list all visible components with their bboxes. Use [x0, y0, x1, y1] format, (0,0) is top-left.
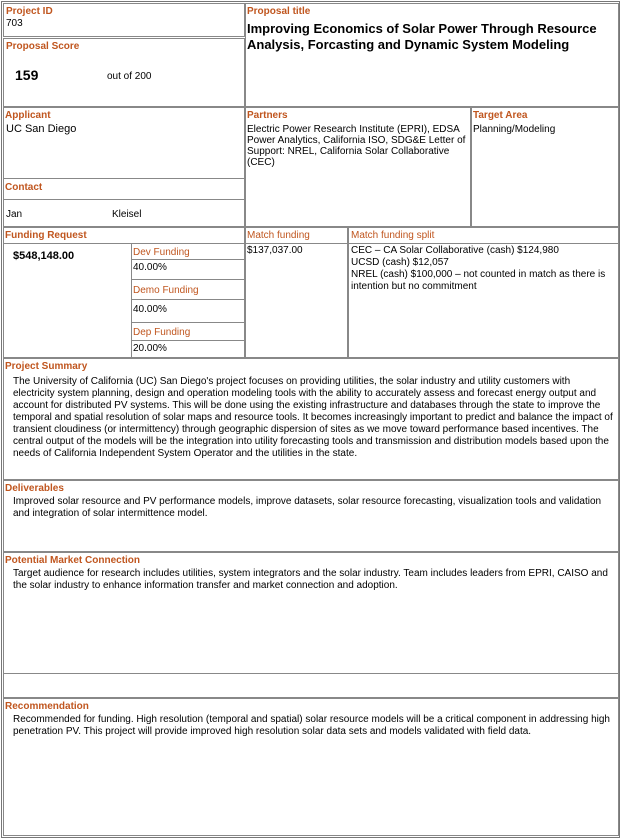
applicant-label: Applicant	[5, 110, 51, 121]
project-id-label: Project ID	[6, 6, 53, 17]
proposal-score-box	[3, 38, 245, 107]
applicant-box	[3, 107, 245, 227]
market-connection-box	[3, 552, 619, 698]
divider	[349, 243, 618, 244]
divider	[4, 199, 244, 200]
recommendation-box	[3, 698, 619, 836]
dep-funding-label: Dep Funding	[133, 327, 191, 338]
divider	[4, 178, 244, 179]
match-funding-value: $137,037.00	[247, 245, 303, 256]
partners-box	[245, 107, 471, 227]
funding-request-value: $548,148.00	[13, 250, 75, 262]
demo-funding-value: 40.00%	[133, 304, 167, 315]
dev-funding-value: 40.00%	[133, 262, 167, 273]
contact-last-name: Kleisel	[112, 209, 142, 220]
project-summary-box	[3, 358, 619, 480]
project-id-box	[3, 3, 245, 37]
proposal-score-value: 159	[15, 67, 39, 83]
divider	[4, 243, 244, 244]
match-split-line-1: CEC – CA Solar Collaborative (cash) $124,980	[351, 245, 559, 256]
proposal-title-value: Improving Economics of Solar Power Through Resource Analysis, Forcasting and Dynamic System Modeling	[247, 21, 597, 52]
proposal-score-out-of: out of 200	[107, 71, 152, 82]
proposal-title-box	[245, 3, 619, 107]
project-id-value: 703	[6, 18, 23, 29]
project-summary-text: The University of California (UC) San Diego's project focuses on providing utilities, the solar industry and utility customers with electricity system planning, design and operation modeling tools with the ability to accurately assess and forecast energy output and account for distributed PV systems. This will be done using the existing infrastructure and databases through the state to improve the temporal and spatial resolution of solar maps and resource tools. It becomes increasingly important to predict and balance the impact of transient cloudiness (or intermittency) through geographic dispersion of sites as we move toward performance based incentives. The central output of the models will be the integration into utility forecasting tools and transmission and distribution models based upon the needs of California Independent System Operator and the utilities in the state.	[13, 376, 613, 459]
recommendation-text: Recommended for funding. High resolution (temporal and spatial) solar resource models will be a critical component in addressing high penetration PV. This project will provide improved high resolution solar data sets and models validated with field data.	[13, 714, 610, 737]
match-split-box	[348, 227, 619, 358]
deliverables-box	[3, 480, 619, 552]
recommendation-label: Recommendation	[5, 701, 89, 712]
deliverables-text: Improved solar resource and PV performance models, improve datasets, solar resource forecasting, visualization tools and validation and integration of solar intermittence model.	[13, 496, 602, 519]
partners-label: Partners	[247, 110, 288, 121]
dev-funding-label: Dev Funding	[133, 247, 190, 258]
divider	[131, 340, 244, 341]
divider	[131, 299, 244, 300]
market-connection-label: Potential Market Connection	[5, 555, 141, 566]
deliverables-label: Deliverables	[5, 483, 64, 494]
funding-request-label: Funding Request	[5, 230, 87, 241]
match-split-line-3: NREL (cash) $100,000 – not counted in match as there is intention but no commitment	[351, 269, 606, 292]
contact-label: Contact	[5, 182, 43, 193]
match-funding-box	[245, 227, 348, 358]
market-connection-text: Target audience for research includes utilities, system integrators and the solar industry. Team includes leaders from EPRI, CAISO and the solar industry to enhance information transfer and market connection and adoption.	[13, 568, 608, 591]
contact-first-name: Jan	[6, 209, 23, 220]
demo-funding-label: Demo Funding	[133, 285, 199, 296]
target-area-value: Planning/Modeling	[473, 124, 556, 135]
applicant-value: UC San Diego	[6, 123, 77, 135]
project-summary-label: Project Summary	[5, 361, 88, 372]
match-split-line-2: UCSD (cash) $12,057	[351, 257, 449, 268]
target-area-label: Target Area	[473, 110, 528, 121]
divider	[131, 322, 244, 323]
match-funding-label: Match funding	[247, 230, 310, 241]
divider	[246, 243, 347, 244]
divider	[4, 673, 618, 674]
funding-request-box	[3, 227, 245, 358]
target-area-box	[471, 107, 619, 227]
partners-value: Electric Power Research Institute (EPRI), EDSA Power Analytics, California ISO, SDG&E Letter of Support: NREL, California Solar Collaborative (CEC)	[247, 124, 466, 168]
proposal-score-label: Proposal Score	[6, 41, 80, 52]
divider	[131, 279, 244, 280]
match-split-label: Match funding split	[351, 230, 435, 241]
dep-funding-value: 20.00%	[133, 343, 167, 354]
proposal-title-label: Proposal title	[247, 6, 311, 17]
divider	[131, 259, 244, 260]
